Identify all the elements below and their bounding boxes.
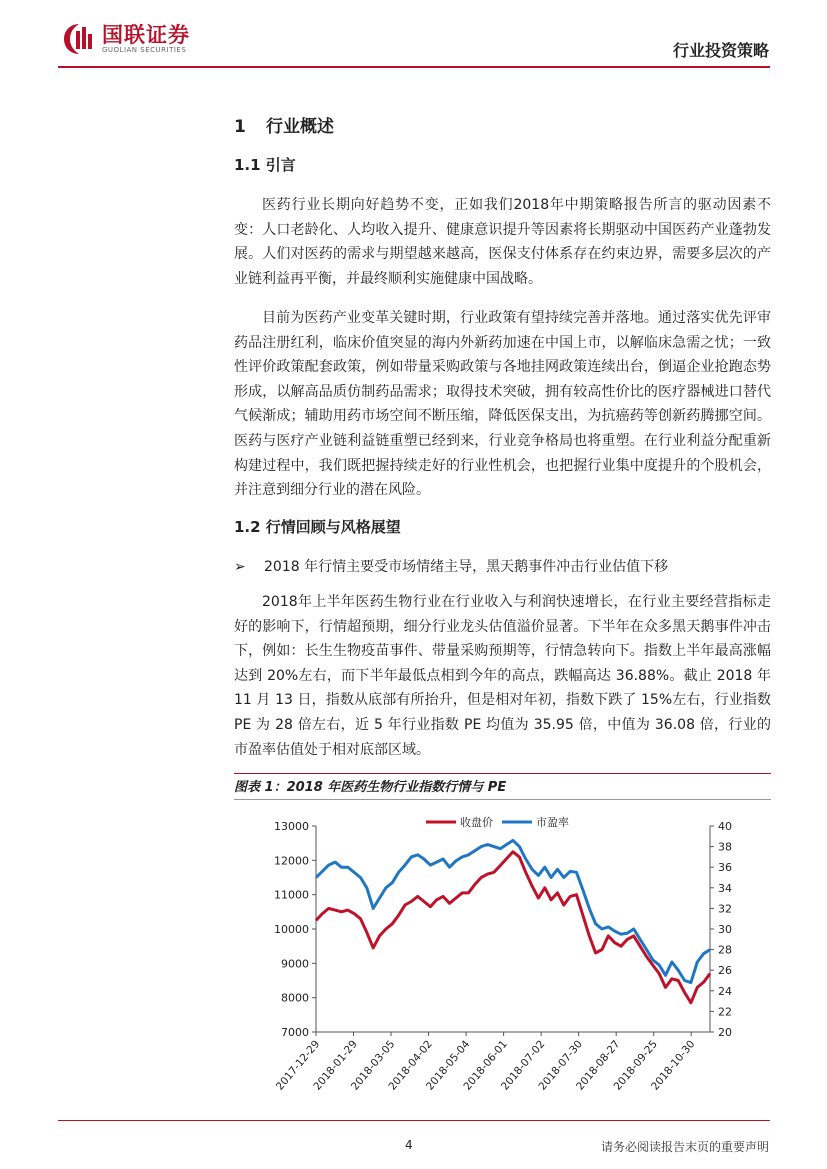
figure-top-rule [234,773,771,774]
paragraph-intro-1: 医药行业长期向好趋势不变，正如我们2018年中期策略报告所言的驱动因素不变：人口老龄化、人均收入提升、健康意识提升等因素将长期驱动中国医药产业蓬勃发展。人们对医药的需求与期望越来越高，医保支付体系存在约束边界，需要多层次的产业链利益再平衡，并最终顺利实施健康中国战略。 [234,197,771,287]
x-axis-tick-label: 2018-06-01 [461,1038,510,1093]
right-axis-tick-label: 26 [718,964,732,978]
right-axis-tick-label: 30 [718,923,732,936]
right-axis-tick-label: 32 [718,902,732,916]
x-axis-tick-label: 2018-07-30 [536,1038,585,1093]
paragraph-review: 2018年上半年医药生物行业在行业收入与利润快速增长，在行业主要经营指标走好的影响下，行情超预期，细分行业龙头估值溢价显著。下半年在众多黑天鹅事件冲击下，例如：长生生物疫苗事件、带量采购预期等，行情急转向下。指数上半年最高涨幅达到 20%左右，而下半年最低点相到今年的高点，跌幅高达 36.88%。截止 2018 年 11 月 13 日，指数从底部有所抬升，但是相对年初，指数下跌了 15%左右，行业指数 PE 为 28 倍左右，近 5 年行业指数 PE 均值为 35.95 倍，中值为 36.08 倍，行业的市盈率估值处于相对底部区域。 [234,594,771,758]
left-axis-tick-label: 7000 [281,1026,309,1039]
right-axis-tick-label: 34 [718,881,732,895]
legend-label-2: 市盈率 [536,816,569,829]
bullet-text: 2018 年行情主要受市场情绪主导，黑天鹅事件冲击行业估值下移 [264,559,669,575]
x-axis-tick-label: 2018-07-02 [499,1038,548,1093]
logo-text-cn: 国联证券 [102,22,190,47]
x-axis-tick-label: 2018-03-05 [348,1038,398,1093]
x-axis-tick-label: 2017-12-29 [273,1038,323,1093]
page-number: 4 [405,1138,413,1152]
index-pe-line-chart [234,802,771,1107]
section-heading-1-1: 1.1 引言 [234,156,296,174]
section-heading-1-2: 1.2 行情回顾与风格展望 [234,518,401,536]
right-axis-tick-label: 40 [718,820,732,833]
x-axis-tick-label: 2018-10-30 [649,1038,698,1093]
figure-title: 图表 1：2018 年医药生物行业指数行情与 PE [234,780,507,795]
x-axis-tick-label: 2018-09-25 [611,1038,661,1093]
section-heading-1 [234,112,334,137]
footer-disclaimer: 请务必阅读报告末页的重要声明 [600,1140,769,1154]
x-axis-tick-label: 2018-04-02 [386,1038,435,1093]
figure-title-rule [234,799,771,800]
left-axis-tick-label: 8000 [281,991,309,1005]
paragraph-intro-2: 目前为医药产业变革关键时期，行业政策有望持续完善并落地。通过落实优先评审药品注册红利，临床价值突显的海内外新药加速在中国上市，以解临床急需之忧；一致性评价政策配套政策，例如带量采购政策与各地挂网政策连续出台，倒逼企业抢跑态势形成，以解高品质仿制药品需求；取得技术突破，拥有较高性价比的医疗器械进口替代气候渐成；辅助用药市场空间不断压缩，降低医保支出，为抗癌药等创新药腾挪空间。医药与医疗产业链利益链重塑已经到来，行业竞争格局也将重塑。在行业利益分配重新构建过程中，我们既把握持续走好的行业性机会，也把握行业集中度提升的个股机会，并注意到细分行业的潜在风险。 [234,310,771,499]
bullet-point [234,556,668,576]
logo-mark-icon [62,22,96,56]
legend-label-1: 收盘价 [460,816,493,829]
left-axis-tick-label: 10000 [274,923,309,936]
logo-text-en: GUOLIAN SECURITIES [102,45,187,54]
right-axis-tick-label: 22 [718,1005,732,1019]
right-axis-tick-label: 24 [718,984,732,998]
left-axis-tick-label: 11000 [274,888,309,902]
header-divider [58,66,770,68]
series-line-1 [316,852,710,1003]
company-logo [62,22,190,56]
right-axis-tick-label: 36 [718,861,732,875]
left-axis-tick-label: 9000 [281,957,309,971]
section-title: 行业概述 [266,117,334,137]
right-axis-tick-label: 20 [718,1026,732,1039]
footer-divider [58,1120,770,1121]
x-axis-tick-label: 2018-05-04 [423,1038,473,1093]
x-axis-tick-label: 2018-01-29 [311,1038,360,1093]
bullet-arrow-icon: ➢ [234,559,246,575]
section-number: 1 [234,117,246,137]
right-axis-tick-label: 38 [718,840,732,854]
x-axis-tick-label: 2018-08-27 [574,1038,623,1093]
page-header [0,0,827,70]
left-axis-tick-label: 12000 [274,854,309,868]
left-axis-tick-label: 13000 [274,820,309,833]
right-axis-tick-label: 28 [718,943,732,957]
report-category-title: 行业投资策略 [672,41,769,60]
